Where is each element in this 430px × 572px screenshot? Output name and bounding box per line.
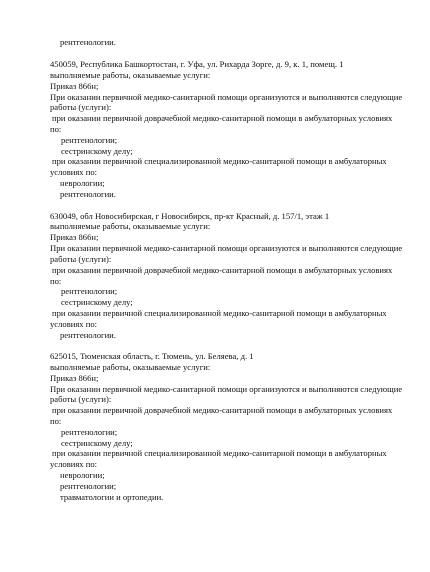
category-text: при оказании первичной доврачебной медико-санитарной помощи в амбулаторных условиях (52, 405, 393, 415)
list-item: рентгенологии; (61, 135, 118, 145)
intro-text: При оказании первичной медико-санитарной помощи организуются и выполняются следующие (50, 243, 403, 253)
intro-text: работы (услуги): (50, 394, 112, 404)
intro-text: работы (услуги): (50, 102, 112, 112)
list-item: рентгенологии; (61, 427, 118, 437)
list-item: сестринскому делу; (61, 438, 133, 448)
section-address: 630049, обл Новосибирская, г Новосибирск, пр-кт Красный, д. 157/1, этаж 1 (50, 211, 330, 221)
category-text: по: (50, 276, 62, 286)
order-reference: Приказ 866н; (50, 373, 99, 383)
list-item: неврологии; (60, 470, 105, 480)
list-item: рентгенологии. (60, 37, 116, 47)
category-text: условиях по: (50, 167, 98, 177)
works-heading: выполняемые работы, оказываемые услуги: (50, 362, 211, 372)
category-text: при оказании первичной специализированной медико-санитарной помощи в амбулаторных (52, 448, 387, 458)
list-item: рентгенологии; (60, 481, 117, 491)
list-item: сестринскому делу; (61, 146, 133, 156)
category-text: при оказании первичной специализированной медико-санитарной помощи в амбулаторных (52, 308, 387, 318)
category-text: при оказании первичной доврачебной медико-санитарной помощи в амбулаторных условиях (52, 265, 393, 275)
category-text: по: (50, 416, 62, 426)
list-item: травматологии и ортопедии. (60, 492, 164, 502)
order-reference: Приказ 866н; (50, 232, 99, 242)
list-item: неврологии; (60, 178, 105, 188)
category-text: условиях по: (50, 319, 98, 329)
intro-text: При оказании первичной медико-санитарной помощи организуются и выполняются следующие (50, 384, 403, 394)
list-item: рентгенологии; (61, 286, 118, 296)
works-heading: выполняемые работы, оказываемые услуги: (50, 221, 211, 231)
category-text: условиях по: (50, 459, 98, 469)
list-item: рентгенологии. (60, 189, 116, 199)
category-text: при оказании первичной специализированной медико-санитарной помощи в амбулаторных (52, 156, 387, 166)
section-address: 625015, Тюменская область, г. Тюмень, ул. Беляева, д. 1 (50, 351, 254, 361)
intro-text: При оказании первичной медико-санитарной помощи организуются и выполняются следующие (50, 92, 403, 102)
list-item: сестринскому делу; (61, 297, 133, 307)
category-text: при оказании первичной доврачебной медико-санитарной помощи в амбулаторных условиях (52, 113, 393, 123)
intro-text: работы (услуги): (50, 254, 112, 264)
works-heading: выполняемые работы, оказываемые услуги: (50, 70, 211, 80)
list-item: рентгенологии. (60, 330, 116, 340)
section-address: 450059, Республика Башкортостан, г. Уфа, ул. Рихарда Зорге, д. 9, к. 1, помещ. 1 (50, 59, 344, 69)
category-text: по: (50, 124, 62, 134)
order-reference: Приказ 866н; (50, 81, 99, 91)
